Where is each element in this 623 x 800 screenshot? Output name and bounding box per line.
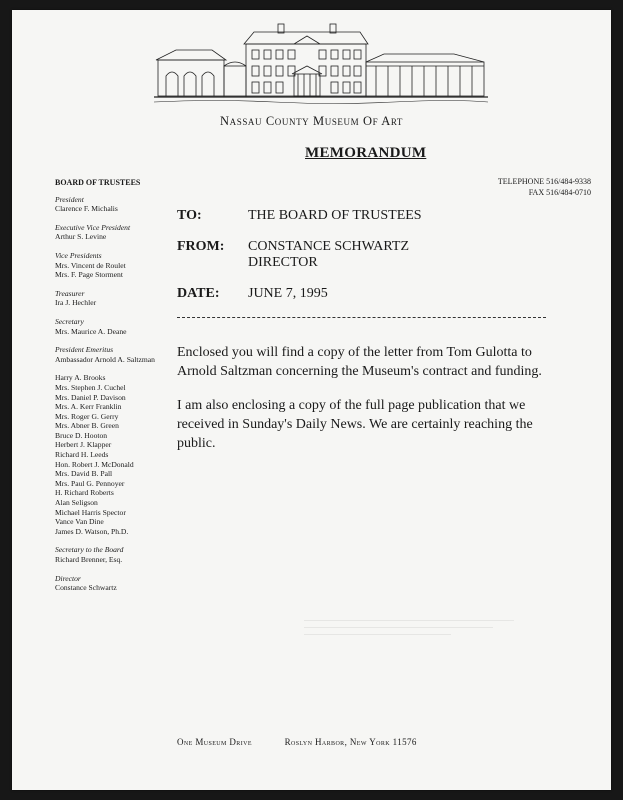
officer-name: Ira J. Hechler [55,298,97,308]
officer-role: President [55,194,84,204]
trustee-name: Mrs. Paul G. Pennoyer [55,478,125,488]
trustee-name: Alan Seligson [55,498,98,508]
officer-role: Secretary to the Board [55,545,124,555]
trustee-name: Hon. Robert J. McDonald [55,459,134,469]
officer-role: President Emeritus [55,345,114,355]
trustee-name: H. Richard Roberts [55,488,114,498]
date-value: JUNE 7, 1995 [248,286,328,301]
address-footer [177,737,507,747]
telephone-number: TELEPHONE 516/484-9338 [497,177,591,186]
bleed-through-shadow [304,620,514,660]
body-paragraph-2: I am also enclosing a copy of the full page publication that we received in Sunday's Daily News. We are certainly reaching the public. [177,398,533,451]
trustee-name: James D. Watson, Ph.D. [55,526,129,536]
date-label: DATE: [177,286,220,301]
officer-president [55,195,185,214]
from-title: DIRECTOR [248,255,318,270]
officer-vice-presidents [55,251,185,280]
officer-secretary [55,317,185,336]
officer-role: Executive Vice President [55,222,131,232]
from-value: CONSTANCE SCHWARTZ [248,239,409,254]
trustee-name: Mrs. A. Kerr Franklin [55,402,122,412]
officer-name: Clarence F. Michalis [55,204,118,214]
body-paragraph-1: Enclosed you will find a copy of the letter from Tom Gulotta to Arnold Saltzman concerning the Museum's contract and funding. [177,345,542,379]
officer-role: Vice Presidents [55,250,102,260]
board-heading: BOARD OF TRUSTEES [55,178,141,187]
museum-name: Nassau County Museum Of Art [219,114,404,128]
trustee-name: Bruce D. Hooton [55,430,108,440]
trustee-name: Mrs. Roger G. Gerry [55,411,119,421]
dashed-separator [177,317,546,318]
trustee-name: Richard H. Leeds [55,450,109,460]
trustee-name: Vance Van Dine [55,517,104,527]
trustee-name: Mrs. Abner B. Green [55,421,119,431]
trustee-name: Mrs. Daniel P. Davison [55,392,126,402]
officer-role: Director [55,573,81,583]
from-label: FROM: [177,239,225,254]
trustee-name: Herbert J. Klapper [55,440,112,450]
officer-president-emeritus [55,345,185,364]
to-label: TO: [177,208,202,223]
to-value: THE BOARD OF TRUSTEES [248,208,422,223]
museum-building-logo [154,18,488,106]
officer-role: Treasurer [55,288,85,298]
officer-role: Secretary [55,316,84,326]
trustee-name: Harry A. Brooks [55,373,106,383]
officer-name: Arthur S. Levine [55,232,107,242]
officer-name: Mrs. Maurice A. Deane [55,326,127,336]
memorandum-title: MEMORANDUM [305,145,427,161]
footer-city: Roslyn Harbor, New York 11576 [284,737,417,747]
officer-name: Constance Schwartz [55,583,117,593]
officer-name: Ambassador Arnold A. Saltzman [55,354,155,364]
director [55,574,185,593]
trustee-members [55,373,185,536]
secretary-to-the-board [55,545,185,564]
contact-numbers [498,176,591,198]
letterhead-page [12,10,611,790]
officer-treasurer [55,289,185,308]
fax-number: FAX 516/484-0710 [528,188,591,197]
board-of-trustees-list [55,178,185,602]
trustee-name: Mrs. Stephen J. Cuchel [55,382,126,392]
trustee-name: Michael Harris Spector [55,507,126,517]
officer-name: Mrs. F. Page Storment [55,270,123,280]
officer-name: Richard Brenner, Esq. [55,555,123,564]
footer-street: One Museum Drive [177,737,252,747]
officer-name: Mrs. Vincent de Roulet [55,260,126,270]
officer-executive-vice-president [55,223,185,242]
trustee-name: Mrs. David B. Pall [55,469,113,479]
